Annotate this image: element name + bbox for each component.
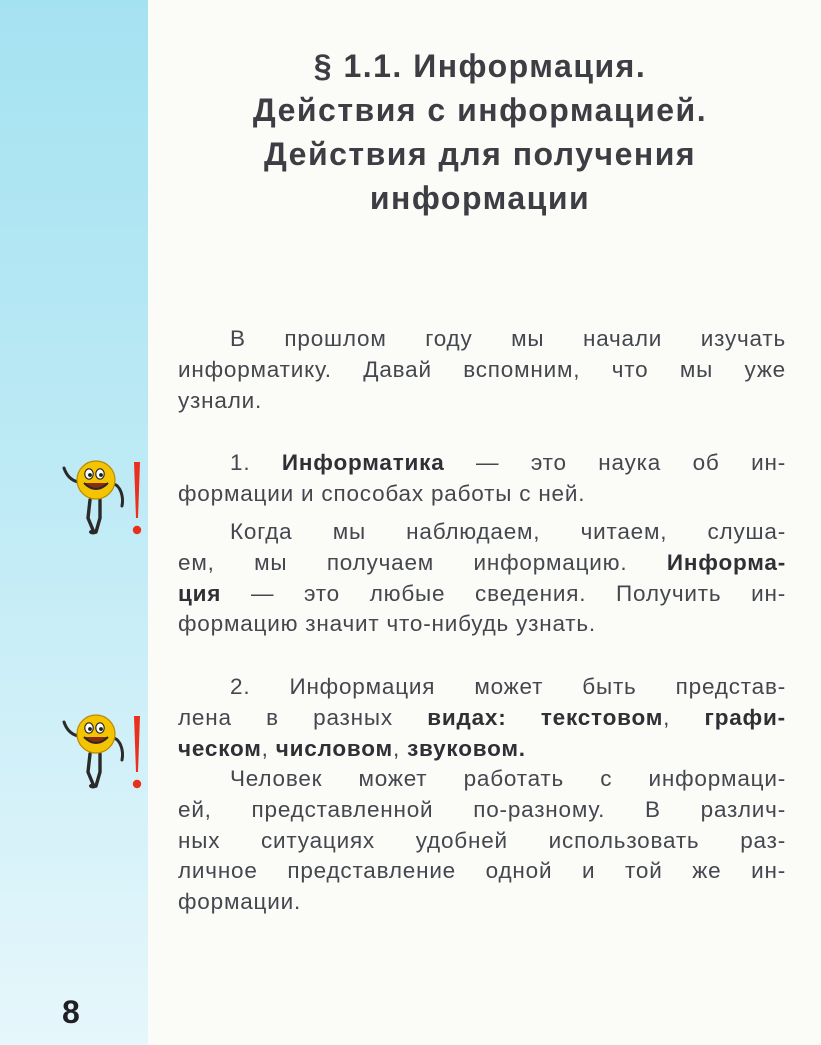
text-line: личное представление одной и той же ин- — [178, 858, 786, 884]
text-line — [178, 703, 786, 734]
title-line: § 1.1. Информация. — [313, 48, 647, 84]
term-vidy: видах — [427, 704, 499, 730]
text-fragment: — это любые сведения. Получить ин- — [221, 580, 786, 606]
text-line: формации и способах работы с ней. — [178, 480, 586, 506]
intro-paragraph — [178, 324, 786, 416]
text-line: 2. Информация может быть представ- — [230, 674, 786, 699]
term-chislovom: числовом — [275, 735, 393, 761]
text-line: формации. — [178, 889, 301, 915]
term-informatsiya-end: ция — [178, 580, 222, 606]
point-number: 1. — [230, 450, 251, 475]
point-1-detail-paragraph — [178, 517, 786, 640]
point-2-detail-paragraph — [178, 764, 786, 918]
text-line: Когда мы наблюдаем, читаем, слуша- — [230, 519, 786, 544]
separator: , — [392, 735, 408, 761]
term-tekstovom: текстовом — [540, 704, 664, 730]
text-fragment: — это наука об ин- — [444, 450, 786, 475]
page-number: 8 — [62, 994, 80, 1030]
text-line: Человек может работать с информаци- — [230, 766, 786, 791]
smiley-exclamation-icon — [60, 456, 150, 544]
smiley-exclamation-icon — [60, 710, 150, 798]
text-line: ных ситуациях удобней использовать раз- — [178, 827, 786, 853]
term-graficheskom: графи- — [704, 704, 786, 730]
text-line — [178, 548, 786, 579]
separator: , — [663, 704, 705, 730]
text-line — [178, 448, 786, 479]
title-line: информации — [369, 180, 591, 216]
text-line — [178, 579, 786, 610]
separator: : — [498, 704, 541, 730]
text-line: узнали. — [178, 387, 263, 413]
point-1-paragraph — [178, 448, 786, 510]
title-line: Действия с информацией. — [252, 92, 708, 128]
text-line: В прошлом году мы начали изучать — [230, 326, 786, 351]
point-2-paragraph — [178, 672, 786, 764]
separator: , — [261, 735, 276, 761]
text-line: ей, представленной по-разному. В различ- — [178, 796, 786, 822]
term-informatsiya: Информа- — [666, 549, 786, 575]
term-zvukovom: звуковом — [407, 735, 519, 761]
separator: . — [518, 735, 526, 761]
text-fragment: лена в разных — [178, 704, 428, 730]
title-line: Действия для получения — [263, 136, 697, 172]
term-graficheskom-end: ческом — [178, 735, 262, 761]
text-line — [178, 734, 786, 765]
text-line: формацию значит что-нибудь узнать. — [178, 611, 596, 637]
term-informatika: Информатика — [281, 450, 445, 475]
text-line: информатику. Давай вспомним, что мы уже — [178, 356, 786, 382]
text-fragment: ем, мы получаем информацию. — [178, 549, 667, 575]
section-title — [190, 44, 770, 220]
